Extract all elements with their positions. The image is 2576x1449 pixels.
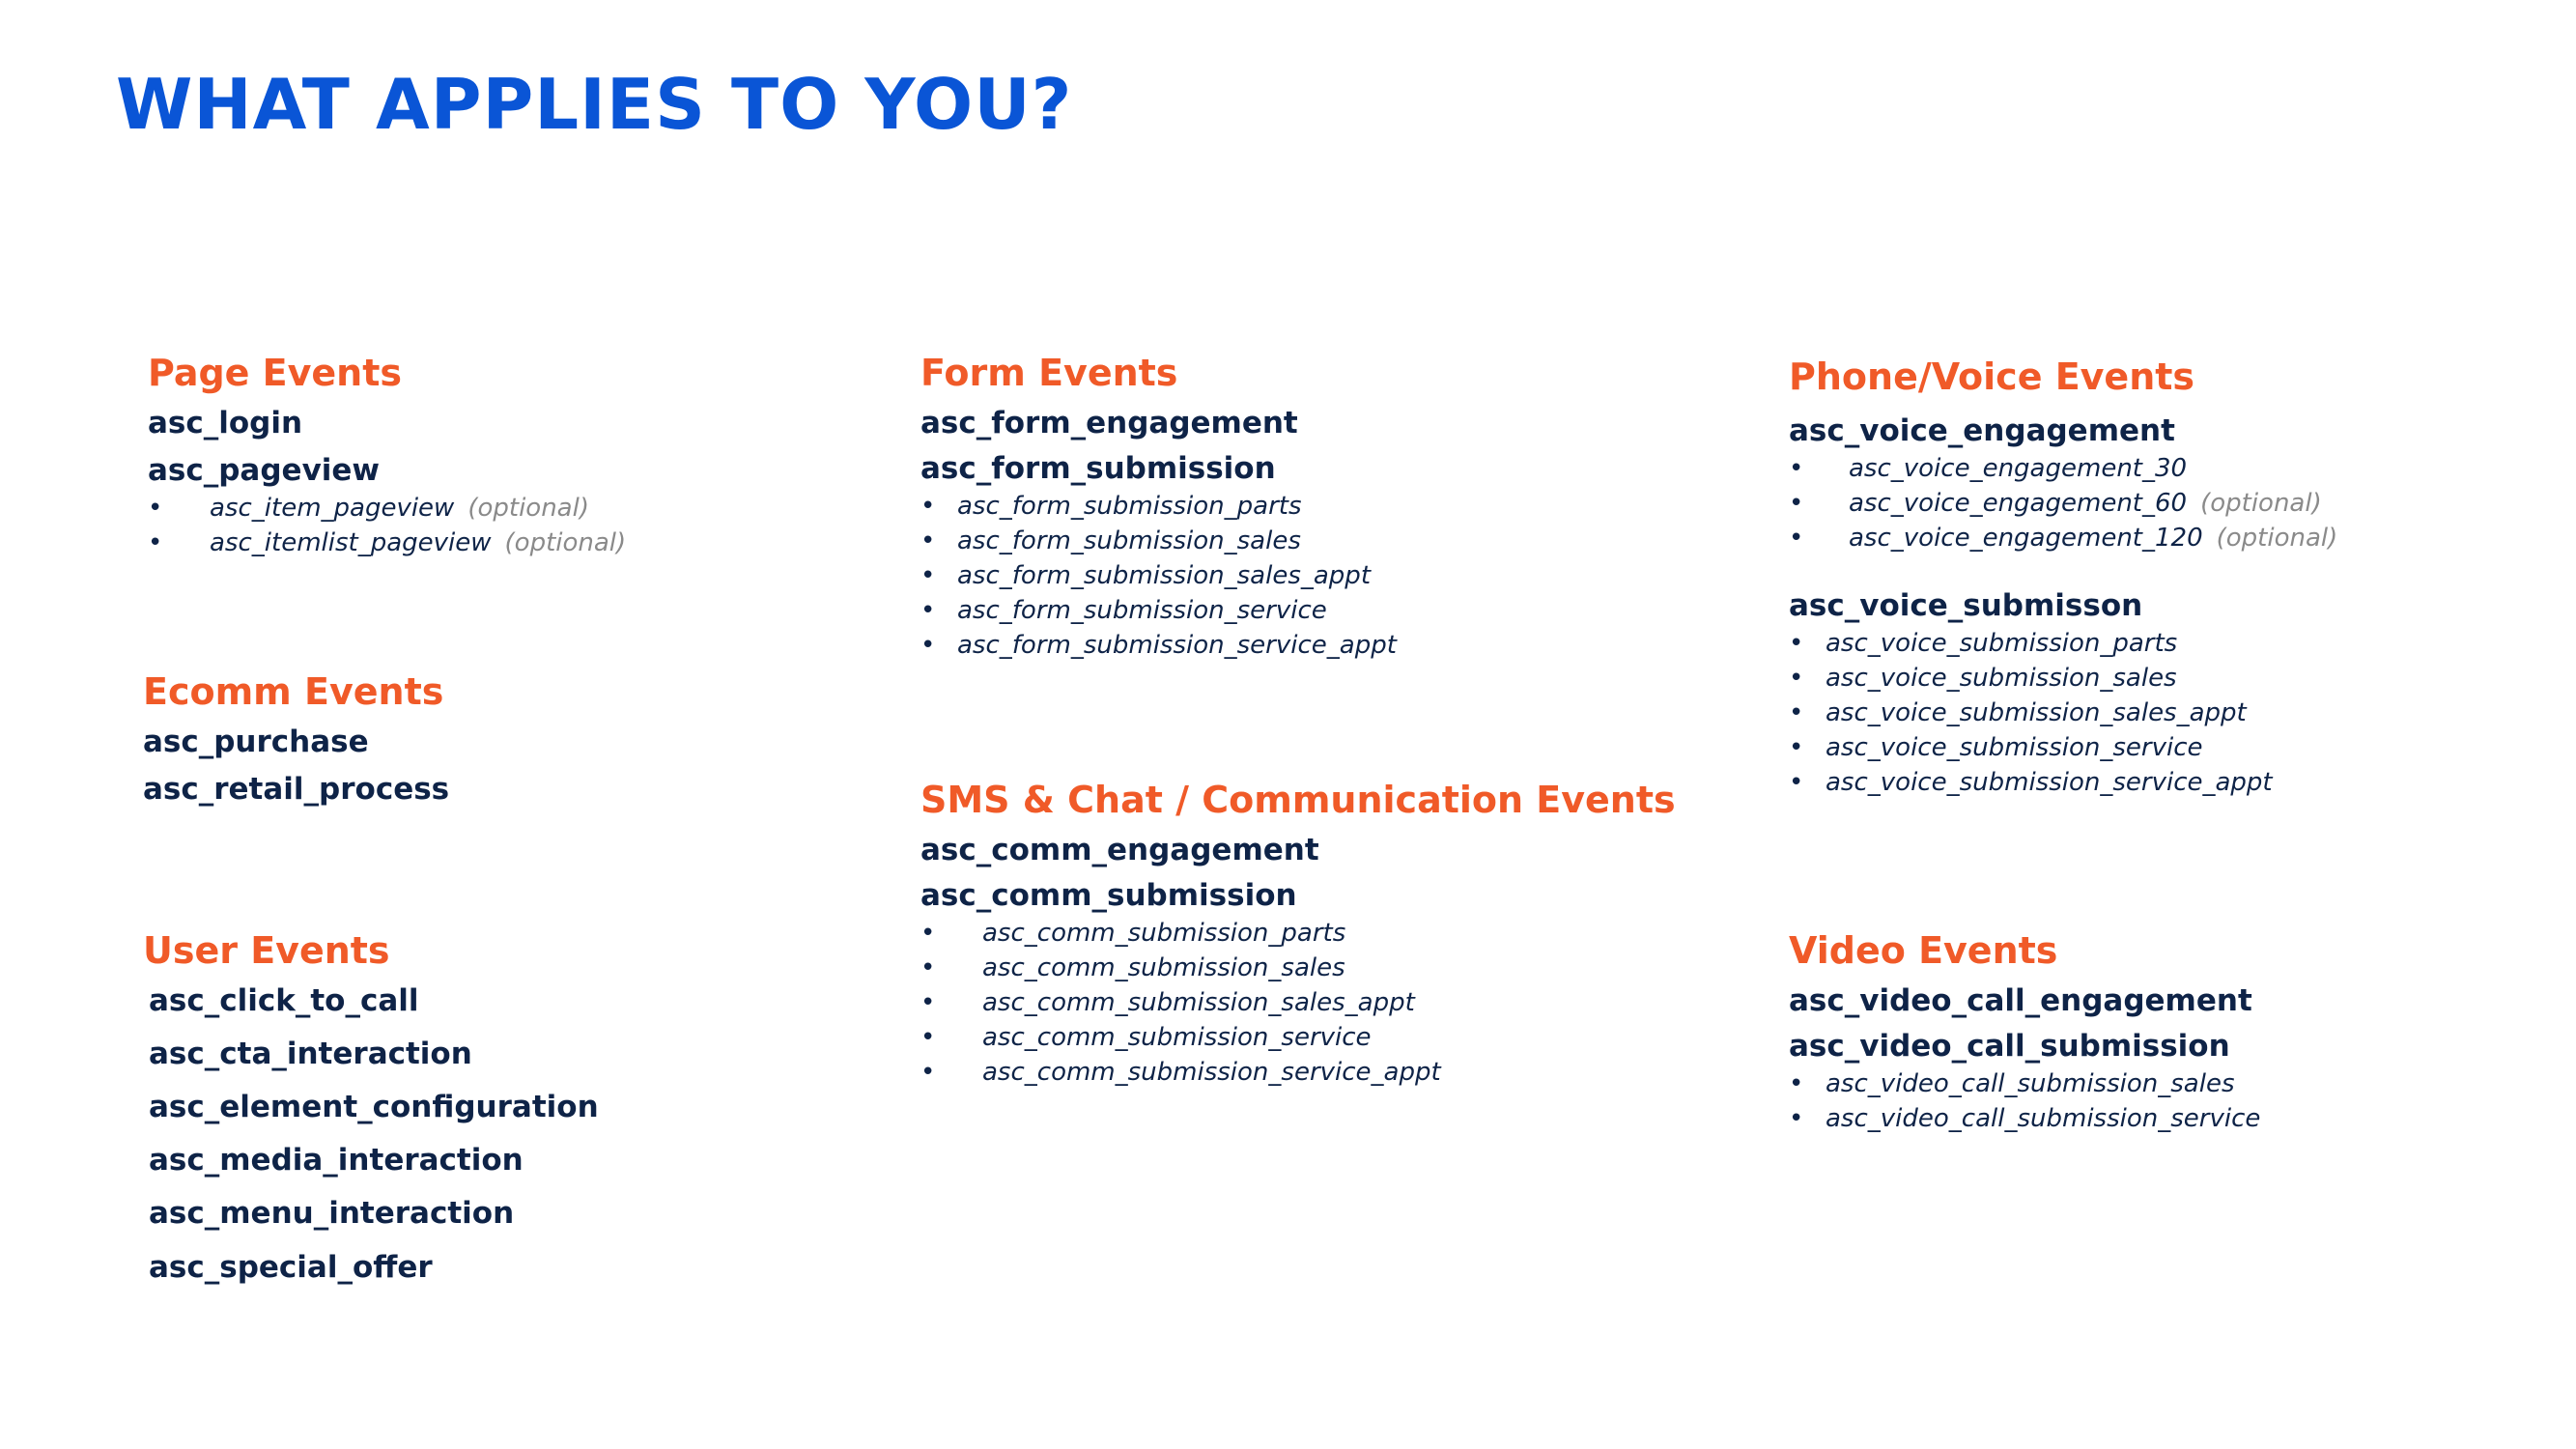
section-heading: SMS & Chat / Communication Events <box>920 779 1676 821</box>
event-name: asc_menu_interaction <box>149 1196 515 1232</box>
event-name: asc_retail_process <box>143 771 450 807</box>
sub-event-list <box>1789 626 2337 800</box>
section-heading: Video Events <box>1789 929 2058 972</box>
event-name: asc_comm_engagement <box>920 832 1319 867</box>
video-events-section <box>1789 929 2260 1136</box>
sub-event-list <box>148 491 626 560</box>
comm-events-section <box>920 779 1676 1090</box>
sub-event-item: • asc_voice_submission_sales <box>1789 661 2337 696</box>
sub-event-item: • asc_voice_engagement_120 (optional) <box>1789 521 2337 555</box>
event-name: asc_element_configuration <box>149 1089 599 1124</box>
sub-event-item: • asc_voice_submission_service_appt <box>1789 765 2337 800</box>
sub-event-item: • asc_comm_submission_service_appt <box>920 1055 1676 1090</box>
event-name: asc_video_call_engagement <box>1789 982 2252 1018</box>
sub-event-item: • asc_video_call_submission_sales <box>1789 1066 2260 1101</box>
sub-event-item: • asc_form_submission_service <box>920 593 1397 628</box>
event-name: asc_special_offer <box>149 1249 433 1285</box>
sub-event-item: • asc_itemlist_pageview (optional) <box>148 526 626 560</box>
sub-event-item: • asc_voice_submission_parts <box>1789 626 2337 661</box>
page-events-section <box>148 352 626 560</box>
sub-event-list <box>920 916 1676 1090</box>
optional-note: (optional) <box>2216 523 2338 553</box>
sub-event-item: • asc_comm_submission_parts <box>920 916 1676 951</box>
sub-event-item: • asc_form_submission_service_appt <box>920 628 1397 663</box>
section-heading: User Events <box>143 929 390 972</box>
form-events-section <box>920 352 1397 663</box>
sub-event-item: • asc_comm_submission_service <box>920 1020 1676 1055</box>
ecomm-events-section <box>143 670 449 808</box>
event-name: asc_video_call_submission <box>1789 1028 2230 1064</box>
event-name: asc_pageview <box>148 452 381 488</box>
sub-event-list <box>1789 451 2337 555</box>
sub-event-item: • asc_voice_engagement_30 <box>1789 451 2337 486</box>
page-title: WHAT APPLIES TO YOU? <box>116 64 1073 145</box>
sub-event-item: • asc_form_submission_sales <box>920 524 1397 558</box>
event-name: asc_click_to_call <box>149 982 419 1018</box>
event-name: asc_form_engagement <box>920 405 1298 440</box>
optional-note: (optional) <box>467 493 589 523</box>
event-name: asc_voice_engagement <box>1789 412 2175 448</box>
section-heading: Phone/Voice Events <box>1789 355 2195 398</box>
sub-event-item: • asc_voice_submission_service <box>1789 730 2337 765</box>
optional-note: (optional) <box>504 527 627 557</box>
user-events-section <box>143 929 599 1286</box>
sub-event-list <box>1789 1066 2260 1136</box>
section-heading: Ecomm Events <box>143 670 444 713</box>
sub-event-item: • asc_comm_submission_sales_appt <box>920 985 1676 1020</box>
sub-event-item: • asc_item_pageview (optional) <box>148 491 626 526</box>
event-name: asc_form_submission <box>920 450 1276 486</box>
event-name: asc_purchase <box>143 724 369 759</box>
section-heading: Form Events <box>920 352 1178 394</box>
sub-event-item: • asc_form_submission_sales_appt <box>920 558 1397 593</box>
event-name: asc_cta_interaction <box>149 1036 472 1071</box>
section-heading: Page Events <box>148 352 403 394</box>
event-name: asc_login <box>148 405 303 440</box>
sub-event-item: • asc_voice_engagement_60 (optional) <box>1789 486 2337 521</box>
event-name: asc_voice_submisson <box>1789 587 2143 623</box>
sub-event-item: • asc_comm_submission_sales <box>920 951 1676 985</box>
sub-event-item: • asc_form_submission_parts <box>920 489 1397 524</box>
optional-note: (optional) <box>2200 488 2322 518</box>
sub-event-item: • asc_voice_submission_sales_appt <box>1789 696 2337 730</box>
sub-event-item: • asc_video_call_submission_service <box>1789 1101 2260 1136</box>
event-name: asc_comm_submission <box>920 877 1297 913</box>
sub-event-list <box>920 489 1397 663</box>
event-name: asc_media_interaction <box>149 1143 524 1179</box>
voice-events-section <box>1789 355 2337 800</box>
